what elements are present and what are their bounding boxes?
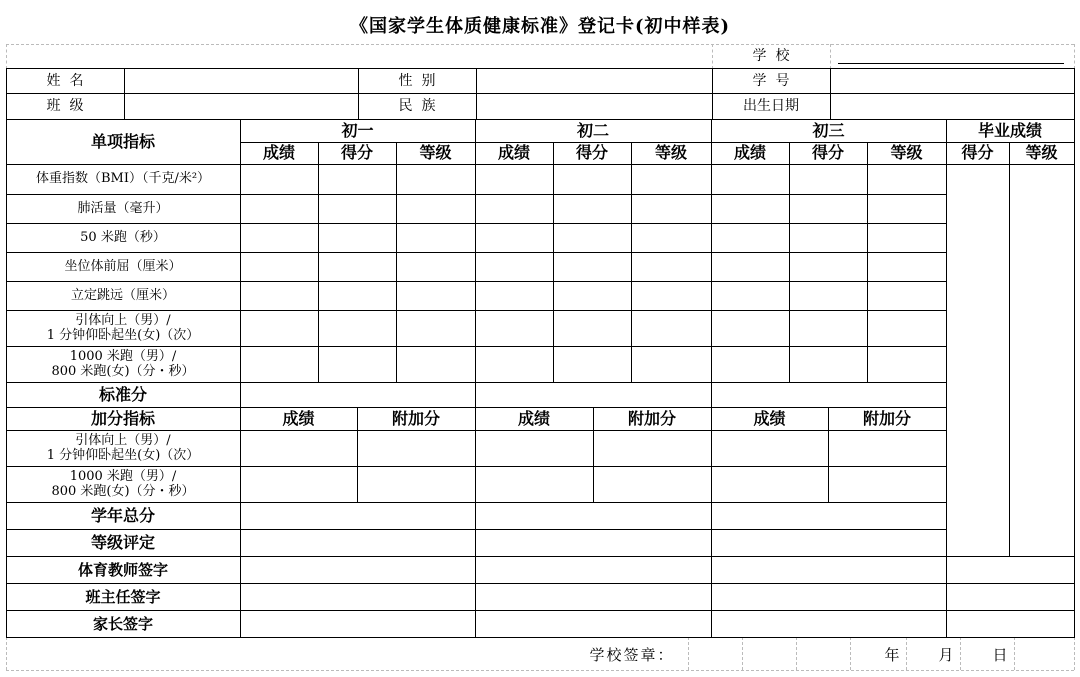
guide-line	[1074, 637, 1075, 670]
bonus-header: 加分指标	[90, 408, 155, 428]
birthdate-label: 出生日期	[743, 98, 799, 115]
year-total-label: 学年总分	[90, 505, 155, 525]
grid-line	[6, 223, 946, 224]
bonus-sub-col: 附加分	[862, 408, 911, 428]
grid-line	[789, 142, 790, 382]
grid-line	[396, 142, 397, 382]
grid-line	[6, 93, 1074, 94]
grid-line	[6, 119, 1074, 120]
sub-col-header: 成绩	[733, 143, 766, 163]
parent-sign-label: 家长签字	[92, 614, 153, 633]
grade-3-header: 初三	[812, 121, 845, 141]
grid-line	[318, 142, 319, 382]
head-teacher-sign-label: 班主任签字	[85, 587, 161, 606]
bonus-sub-col: 附加分	[627, 408, 676, 428]
item-label: 引体向上（男）/ 1 分钟仰卧起坐(女)（次）	[46, 313, 200, 343]
name-label: 姓 名	[46, 72, 84, 89]
item-header: 单项指标	[90, 132, 155, 152]
item-label: 50 米跑（秒）	[80, 229, 166, 245]
grid-line	[946, 119, 947, 638]
bonus-item-label: 1000 米跑（男）/ 800 米跑(女)（分・秒）	[51, 469, 195, 499]
grid-line	[553, 142, 554, 382]
grad-sub-col-header: 得分	[961, 143, 994, 163]
grad-sub-col-header: 等级	[1025, 143, 1058, 163]
grid-line	[6, 281, 946, 282]
grid-line	[6, 310, 946, 311]
guide-line	[6, 44, 1074, 45]
guide-line	[850, 637, 851, 670]
grid-line	[6, 466, 946, 467]
guide-line	[688, 637, 689, 670]
sub-col-header: 等级	[419, 143, 452, 163]
guide-line	[796, 637, 797, 670]
guide-line	[1014, 637, 1015, 670]
grid-line	[6, 583, 1074, 584]
sub-col-header: 成绩	[497, 143, 530, 163]
bonus-sub-col: 成绩	[517, 408, 550, 428]
item-label: 肺活量（毫升）	[77, 200, 169, 216]
grid-line	[6, 610, 1074, 611]
grid-line	[475, 119, 476, 638]
grid-line	[6, 637, 1074, 638]
standard-score-label: 标准分	[98, 384, 147, 404]
student-id-label: 学 号	[752, 72, 790, 89]
sub-col-header: 得分	[811, 143, 844, 163]
grid-line	[6, 529, 946, 530]
grid-line	[6, 556, 1074, 557]
grid-line	[240, 142, 1074, 143]
grid-line	[6, 252, 946, 253]
guide-line	[6, 670, 1074, 671]
guide-line	[960, 637, 961, 670]
guide-line	[6, 44, 7, 69]
bonus-sub-col: 成绩	[753, 408, 786, 428]
grid-line	[6, 407, 946, 408]
year-label: 年	[884, 646, 900, 664]
grid-line	[830, 68, 831, 120]
grade-1-header: 初一	[341, 121, 374, 141]
grid-line	[357, 407, 358, 502]
item-label: 坐位体前屈（厘米）	[64, 258, 182, 274]
bonus-sub-col: 成绩	[282, 408, 315, 428]
sub-col-header: 等级	[890, 143, 923, 163]
school-label: 学 校	[752, 47, 790, 64]
sub-col-header: 成绩	[262, 143, 295, 163]
class-label: 班 级	[46, 98, 84, 115]
school-underline	[838, 63, 1064, 64]
grid-line	[6, 68, 1074, 69]
pe-teacher-sign-label: 体育教师签字	[77, 560, 168, 579]
item-label: 体重指数（BMI）（千克/米²）	[35, 171, 211, 187]
guide-line	[742, 637, 743, 670]
grid-line	[593, 407, 594, 502]
guide-line	[1074, 44, 1075, 69]
grid-line	[358, 68, 359, 120]
grid-line	[1009, 142, 1010, 556]
grid-line	[6, 346, 946, 347]
grid-line	[711, 119, 712, 638]
bonus-sub-col: 附加分	[391, 408, 440, 428]
grade-2-header: 初二	[576, 121, 609, 141]
grid-line	[631, 142, 632, 382]
grid-line	[6, 164, 1074, 165]
guide-line	[712, 44, 713, 69]
bonus-item-label: 引体向上（男）/ 1 分钟仰卧起坐(女)（次）	[46, 433, 200, 463]
item-label: 1000 米跑（男）/ 800 米跑(女)（分・秒）	[51, 349, 195, 379]
grade-eval-label: 等级评定	[90, 532, 155, 552]
grid-line	[1074, 68, 1075, 638]
day-label: 日	[992, 646, 1008, 664]
sub-col-header: 得分	[575, 143, 608, 163]
grid-line	[240, 119, 241, 638]
guide-line	[830, 44, 831, 69]
guide-line	[6, 637, 7, 670]
grid-line	[828, 407, 829, 502]
item-label: 立定跳远（厘米）	[70, 287, 175, 303]
grid-line	[6, 430, 946, 431]
graduation-header: 毕业成绩	[977, 121, 1042, 141]
grid-line	[6, 68, 7, 638]
page-title: 《国家学生体质健康标准》登记卡(初中样表)	[349, 16, 731, 37]
grid-line	[6, 194, 946, 195]
guide-line	[906, 637, 907, 670]
grid-line	[712, 68, 713, 120]
month-label: 月	[938, 646, 954, 664]
sub-col-header: 得分	[340, 143, 373, 163]
grid-line	[6, 382, 946, 383]
school-seal-label: 学校签章：	[589, 646, 675, 664]
grid-line	[6, 502, 946, 503]
grid-line	[867, 142, 868, 382]
grid-line	[124, 68, 125, 120]
gender-label: 性 别	[398, 72, 436, 89]
ethnicity-label: 民 族	[398, 98, 436, 115]
sub-col-header: 等级	[654, 143, 687, 163]
grid-line	[476, 68, 477, 120]
